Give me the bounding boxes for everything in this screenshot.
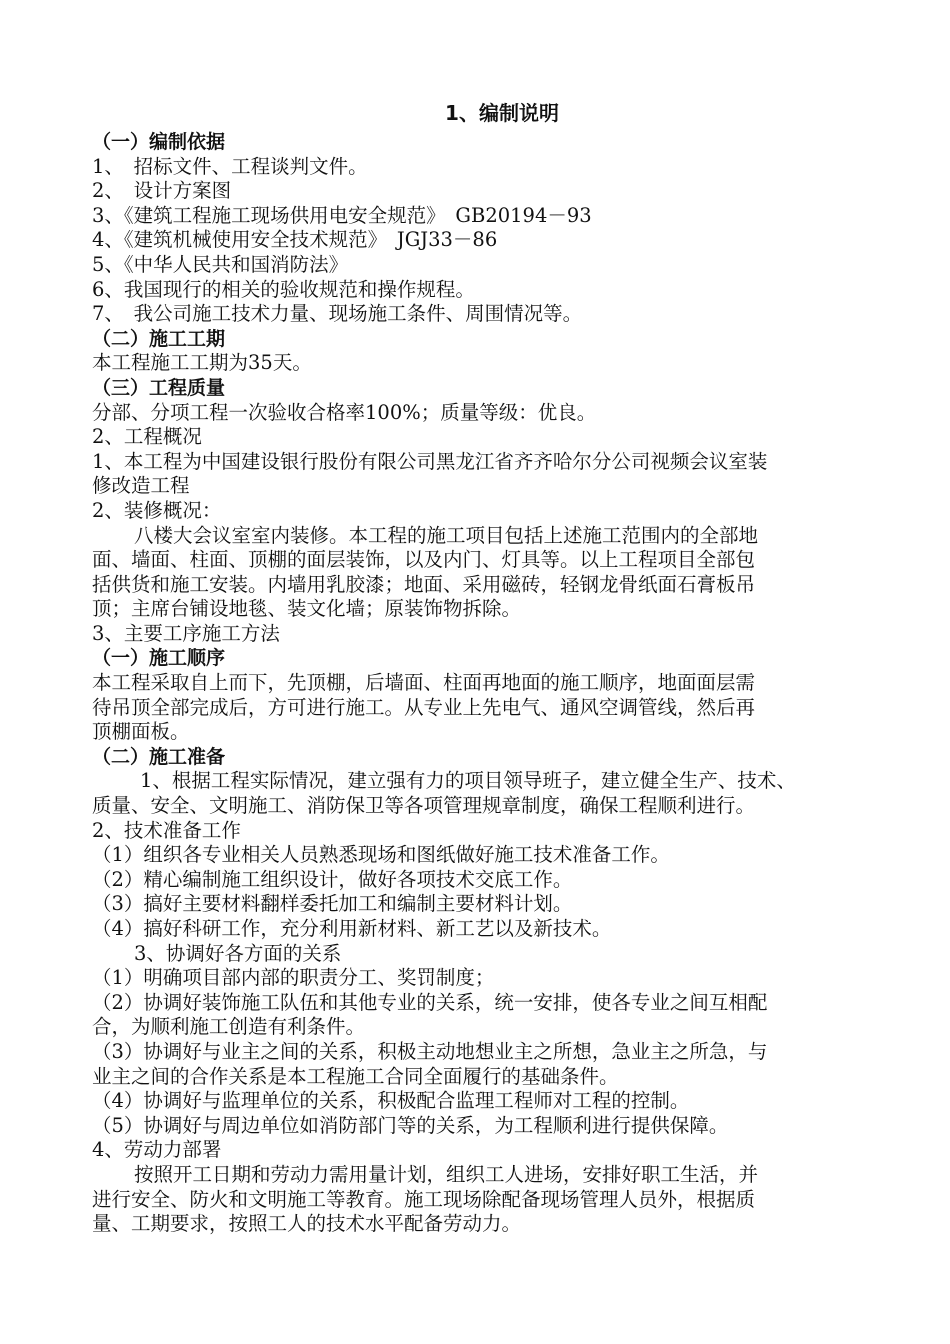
paragraph-line: （3）协调好与业主之间的关系，积极主动地想业主之所想，急业主之所急，与 bbox=[92, 1039, 768, 1063]
paragraph-line: 分部、分项工程一次验收合格率100%；质量等级：优良。 bbox=[92, 400, 597, 424]
paragraph-line: （5）协调好与周边单位如消防部门等的关系，为工程顺利进行提供保障。 bbox=[92, 1113, 729, 1137]
paragraph-line: （4）搞好科研工作，充分利用新材料、新工艺以及新技术。 bbox=[92, 917, 612, 940]
paragraph-line: 1、本工程为中国建设银行股份有限公司黑龙江省齐齐哈尔分公司视频会议室装 bbox=[92, 449, 768, 473]
document-page bbox=[92, 96, 882, 1237]
section-heading: （二）施工工期 bbox=[92, 327, 226, 350]
paragraph-line: 按照开工日期和劳动力需用量计划，组织工人进场，安排好职工生活，并 bbox=[134, 1162, 759, 1186]
paragraph-line: （4）协调好与监理单位的关系，积极配合监理工程师对工程的控制。 bbox=[92, 1089, 690, 1113]
paragraph-line: 进行安全、防火和文明施工等教育。施工现场除配备现场管理人员外，根据质 bbox=[92, 1187, 756, 1211]
paragraph-line: 3、协调好各方面的关系 bbox=[134, 941, 342, 965]
paragraph-line: （1）组织各专业相关人员熟悉现场和图纸做好施工技术准备工作。 bbox=[92, 843, 670, 867]
paragraph-line: 八楼大会议室室内装修。本工程的施工项目包括上述施工范围内的全部地 bbox=[134, 523, 759, 547]
section-heading: （一）编制依据 bbox=[92, 131, 226, 153]
paragraph-line: （1）明确项目部内部的职责分工、奖罚制度； bbox=[92, 966, 495, 990]
paragraph-line: （2）精心编制施工组织设计，做好各项技术交底工作。 bbox=[92, 867, 573, 891]
document-body bbox=[92, 130, 882, 1237]
section-heading: （二）施工准备 bbox=[92, 745, 226, 768]
paragraph-line: 2、工程概况 bbox=[92, 425, 202, 449]
paragraph-line: （2）协调好装饰施工队伍和其他专业的关系，统一安排，使各专业之间互相配 bbox=[92, 990, 768, 1014]
paragraph-line: 量、工期要求，按照工人的技术水平配备劳动力。 bbox=[92, 1212, 522, 1236]
paragraph-line: 3、主要工序施工方法 bbox=[92, 621, 280, 645]
paragraph-line: 合，为顺利施工创造有利条件。 bbox=[92, 1015, 366, 1039]
section-heading: （一）施工顺序 bbox=[92, 647, 226, 670]
paragraph-line: 2、 设计方案图 bbox=[92, 179, 232, 203]
paragraph-line: 5、《中华人民共和国消防法》 bbox=[92, 252, 349, 276]
paragraph-line: 2、技术准备工作 bbox=[92, 818, 241, 842]
paragraph-line: 本工程施工工期为35天。 bbox=[92, 351, 312, 375]
document-title: 1、编制说明 bbox=[445, 101, 559, 125]
paragraph-line: 本工程采取自上而下，先顶棚，后墙面、柱面再地面的施工顺序，地面面层需 bbox=[92, 671, 756, 695]
paragraph-line: 4、《建筑机械使用安全技术规范》 JGJ33－86 bbox=[92, 228, 498, 252]
paragraph-line: 4、劳动力部署 bbox=[92, 1138, 222, 1162]
paragraph-line: 括供货和施工安装。内墙用乳胶漆；地面、采用磁砖，轻钢龙骨纸面石膏板吊 bbox=[92, 572, 756, 596]
paragraph-line: 1、根据工程实际情况，建立强有力的项目领导班子，建立健全生产、技术、 bbox=[140, 769, 796, 793]
section-heading: （三）工程质量 bbox=[92, 376, 226, 399]
paragraph-line: 3、《建筑工程施工现场供用电安全规范》 GB20194－93 bbox=[92, 203, 592, 227]
paragraph-line: （3）搞好主要材料翻样委托加工和编制主要材料计划。 bbox=[92, 892, 573, 916]
paragraph-line: 待吊顶全部完成后，方可进行施工。从专业上先电气、通风空调管线，然后再 bbox=[92, 695, 756, 719]
paragraph-line: 质量、安全、文明施工、消防保卫等各项管理规章制度，确保工程顺利进行。 bbox=[92, 794, 756, 818]
paragraph-line: 1、 招标文件、工程谈判文件。 bbox=[92, 154, 368, 178]
paragraph-line: 顶；主席台铺设地毯、装文化墙；原装饰物拆除。 bbox=[92, 597, 522, 621]
paragraph-line: 顶棚面板。 bbox=[92, 720, 190, 744]
paragraph-line: 修改造工程 bbox=[92, 474, 190, 498]
paragraph-line: 2、装修概况： bbox=[92, 498, 222, 522]
paragraph-line: 面、墙面、柱面、顶棚的面层装饰，以及内门、灯具等。以上工程项目全部包 bbox=[92, 548, 756, 572]
paragraph-line: 业主之间的合作关系是本工程施工合同全面履行的基础条件。 bbox=[92, 1064, 619, 1088]
paragraph-line: 6、我国现行的相关的验收规范和操作规程。 bbox=[92, 277, 475, 301]
paragraph-line: 7、 我公司施工技术力量、现场施工条件、周围情况等。 bbox=[92, 302, 583, 326]
